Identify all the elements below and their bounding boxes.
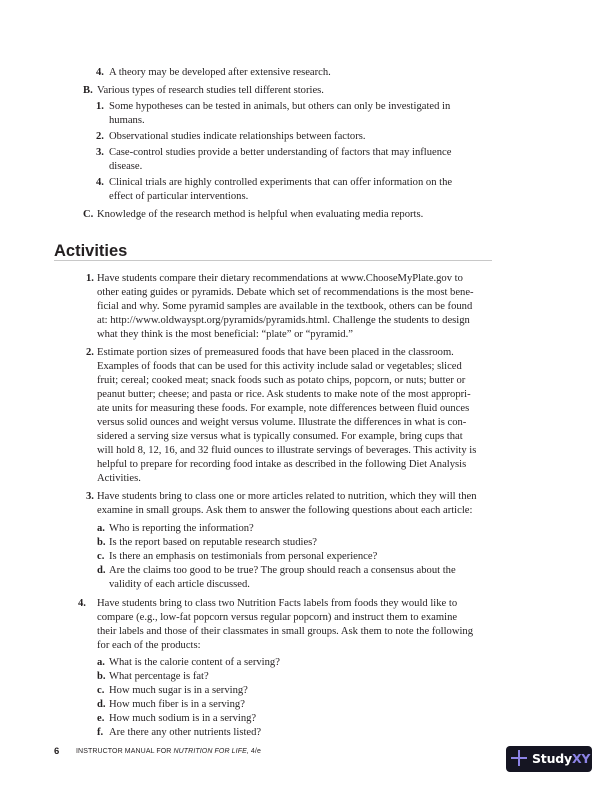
logo-text [532,751,590,766]
plus-icon [511,750,527,766]
footer-prefix: INSTRUCTOR MANUAL FOR [76,748,174,755]
studyxy-logo[interactable] [506,746,592,772]
footer-edition: 4/e [248,748,261,755]
running-footer [76,748,261,755]
section-heading-activities: Activities [54,242,128,260]
page-number: 6 [54,746,60,757]
logo-text-main: Study [532,751,572,766]
footer-book-title: NUTRITION FOR LIFE, [173,748,249,755]
logo-text-accent: XY [571,751,591,766]
heading-rule [54,260,492,261]
document-page: 4. A theory may be developed after extensive research. B. Various types of research studies tell different stories. 1. Some hypotheses can be tested in animals, but others can only be investigated in humans. 2. Observational studies indicate relationships between factors. 3. Case-control studies provide a better understanding of factors that may influence disease. 4. Clinical trials are highly controlled experiments that can offer information on the effect of particular interventions. C. Knowledge of the research method is helpful when evaluating media reports. Activities 1. Have students compare their dietary recommendations at www.ChooseMyPlate.gov to other eating guides or pyramids. Debate which set of recommendations is the most bene- ficial and why. Some pyramid samples are available in the textbook, others can be found at: http://www.oldwayspt.org/pyramids/pyramids.html. Challenge the students to design what they think is the most beneficial: “plate” or “pyramid.” 2. Estimate portion sizes of premeasured foods that have been placed in the classroom. Examples of foods that can be used for this activity include salad or vegetables; sliced fruit; cereal; cooked meat; snack foods such as potato chips, popcorn, or nuts; butter or peanut butter; cheese; and pasta or rice. Ask students to make note of the most appropri- ate units for measuring these foods. For example, note differences between fluid ounces versus solid ounces and weight versus volume. Illustrate the differences in what is con- sidered a serving size versus what is typically consumed. For example, bring cups that will hold 8, 12, 16, and 32 fluid ounces to illustrate servings of beverages. This activity is helpful to prepare for recording food intake as described in the following Diet Analysis Activities. 3. Have students bring to class one or more articles related to nutrition, which they will then examine in small groups. Ask them to answer the following questions about each article: a. Who is reporting the information? b. Is the report based on reputable research studies? c. Is there an emphasis on testimonials from personal experience? d. Are the claims too good to be true? The group should reach a consensus about the validity of each article discussed. 4. Have students bring to class two Nutrition Facts labels from foods they would like to compare (e.g., low-fat popcorn versus regular popcorn) and instruct them to examine their labels and those of their classmates in small groups. Ask them to note the following for each of the products: a. What is the calorie content of a serving? b. What percentage is fat? c. How much sugar is in a serving? d. How much fiber is in a serving? e. How much sodium is in a serving? f. Are there any other nutrients listed? 6 INSTRUCTOR MANUAL FOR NUTRITION FOR LIFE, 4/e StudyXY [0,0,612,792]
